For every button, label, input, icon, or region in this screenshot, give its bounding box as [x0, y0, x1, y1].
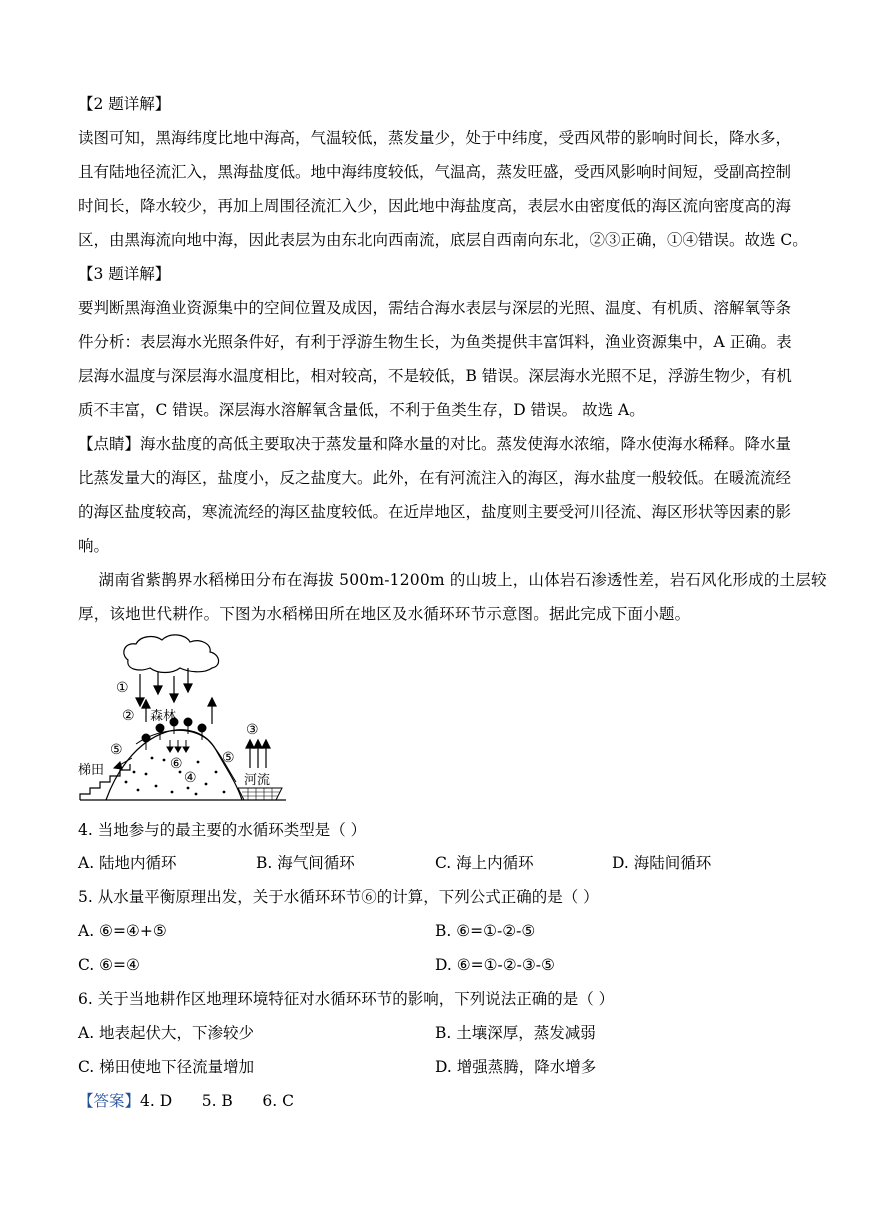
- tip-line-1: 【点睛】海水盐度的高低主要取决于蒸发量和降水量的对比。蒸发使海水浓缩，降水使海水稀释。降水量: [78, 435, 792, 453]
- water-cycle-diagram: [76, 632, 296, 807]
- label-river: 河流: [244, 773, 271, 788]
- q3-line-4: 质不丰富，C 错误。深层海水溶解氧含量低，不利于鱼类生存，D 错误。 故选 A。: [78, 401, 645, 419]
- q3-line-2: 件分析：表层海水光照条件好，有利于浮游生物生长，为鱼类提供丰富饵料，渔业资源集中，A 正确。表: [78, 333, 792, 351]
- label-1: ①: [116, 680, 129, 696]
- label-forest: 森林: [150, 709, 177, 724]
- infiltration-arrows: [167, 740, 189, 752]
- q6-option-b: B. 土壤深厚，蒸发减弱: [435, 1024, 596, 1042]
- q5-option-a: A. ⑥=④+⑤: [78, 922, 167, 940]
- answer-line: [78, 1091, 294, 1111]
- q2-line-4: 区，由黑海流向地中海，因此表层为由东北向西南流，底层自西南向东北，②③正确，①④错误。故选 C。: [78, 231, 808, 249]
- q5-option-d: D. ⑥=①-②-③-⑤: [435, 956, 555, 974]
- q4-option-c: C. 海上内循环: [435, 854, 534, 872]
- q3-line-1: 要判断黑海渔业资源集中的空间位置及成因，需结合海水表层与深层的光照、温度、有机质、溶解氧等条: [78, 299, 792, 317]
- label-terrace: 梯田: [78, 763, 105, 778]
- q6-option-a: A. 地表起伏大，下渗较少: [78, 1024, 255, 1042]
- intro-line-1: 湖南省紫鹊界水稻梯田分布在海拔 500m-1200m 的山坡上，山体岩石渗透性差，岩石风化形成的土层较: [78, 571, 827, 589]
- cloud-shape: [124, 635, 219, 673]
- label-6: ⑥: [170, 756, 183, 772]
- q6-stem: 6. 关于当地耕作区地理环境特征对水循环环节的影响，下列说法正确的是（ ）: [78, 990, 615, 1008]
- q2-line-3: 时间长，降水较少，再加上周围径流汇入少，因此地中海盐度高，表层水由密度低的海区流向密度高的海: [78, 197, 792, 215]
- tip-line-3: 的海区盐度较高，寒流流经的海区盐度较低。在近岸地区，盐度则主要受河川径流、海区形状等因素的影: [78, 503, 792, 521]
- q4-option-a: A. 陆地内循环: [78, 854, 177, 872]
- label-5-right: ⑤: [222, 750, 235, 766]
- label-5-left: ⑤: [110, 742, 123, 758]
- q4-option-b: B. 海气间循环: [256, 854, 355, 872]
- q3-line-3: 层海水温度与深层海水温度相比，相对较高，不是较低，B 错误。深层海水光照不足，浮游生物少，有机: [78, 367, 792, 385]
- q5-stem: 5. 从水量平衡原理出发，关于水循环环节⑥的计算，下列公式正确的是（ ）: [78, 888, 599, 906]
- q6-option-d: D. 增强蒸腾，降水增多: [435, 1058, 597, 1076]
- label-2: ②: [122, 708, 135, 724]
- q5-option-b: B. ⑥=①-②-⑤: [435, 922, 536, 940]
- answer-tag: 【答案】: [78, 1092, 141, 1110]
- q2-line-2: 且有陆地径流汇入，黑海盐度低。地中海纬度较低，气温高，蒸发旺盛，受西风影响时间短，受副高控制: [78, 163, 792, 181]
- q2-line-1: 读图可知，黑海纬度比地中海高，气温较低，蒸发量少，处于中纬度，受西风带的影响时间长，降水多，: [78, 129, 792, 147]
- q3-heading: 【3 题详解】: [78, 265, 171, 283]
- q5-option-c: C. ⑥=④: [78, 956, 140, 974]
- intro-line-2: 厚，该地世代耕作。下图为水稻梯田所在地区及水循环环节示意图。据此完成下面小题。: [78, 605, 691, 623]
- q4-option-d: D. 海陆间循环: [612, 854, 712, 872]
- q6-option-c: C. 梯田使地下径流量增加: [78, 1058, 255, 1076]
- q4-stem: 4. 当地参与的最主要的水循环类型是（ ）: [78, 821, 367, 839]
- tip-line-4: 响。: [78, 537, 110, 555]
- answer-text: 4. D 5. B 6. C: [140, 1092, 294, 1110]
- q2-heading: 【2 题详解】: [78, 95, 171, 113]
- tip-line-2: 比蒸发量大的海区，盐度小，反之盐度大。此外，在有河流注入的海区，海水盐度一般较低。在暖流流经: [78, 469, 792, 487]
- precipitation-arrows: [136, 668, 192, 706]
- river: [238, 788, 282, 800]
- river-evaporation-arrows: [246, 740, 270, 768]
- label-4: ④: [184, 770, 197, 786]
- label-3: ③: [246, 722, 259, 738]
